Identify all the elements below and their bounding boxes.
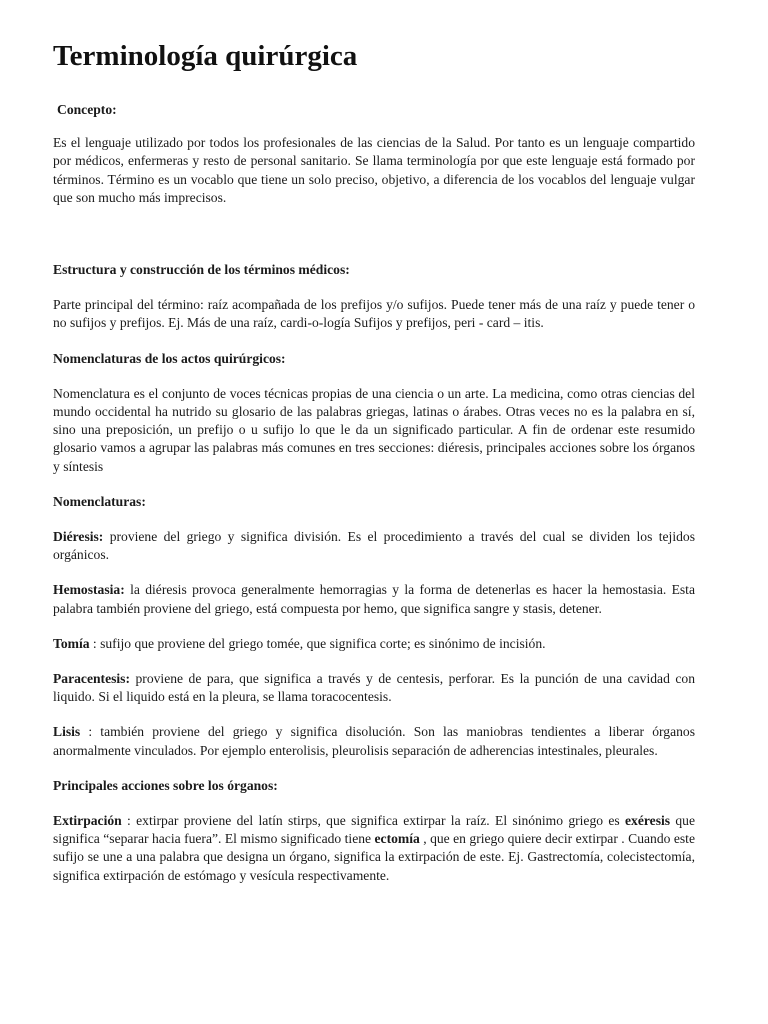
term-label: Hemostasia:	[53, 582, 125, 598]
page-title: Terminología quirúrgica	[53, 40, 358, 72]
spacer	[53, 224, 695, 261]
estructura-heading: Estructura y construcción de los términos médicos:	[53, 262, 350, 278]
term-definition: proviene del griego y significa división. Es el procedimiento a través del cual se dividen los tejidos orgánicos.	[53, 529, 695, 563]
term-definition: proviene de para, que significa a través y de centesis, perforar. Es la punción de una cavidad con liquido. Si el liquido está en la pleura, se llama toracocentesis.	[53, 671, 695, 705]
term-definition: : sufijo que proviene del griego tomée, que significa corte; es sinónimo de incisión.	[89, 635, 546, 651]
document-page	[53, 38, 695, 902]
term-hemostasia	[53, 581, 695, 617]
term-label: Extirpación	[53, 813, 122, 829]
term-extirpacion	[53, 812, 695, 885]
term-lisis	[53, 723, 695, 759]
term-definition: : también proviene del griego y significa disolución. Son las maniobras tendientes a liberar órganos anormalmente vinculados. Por ejemplo enterolisis, pleurolisis separación de adherencias intestinales, pleurales.	[53, 724, 695, 758]
nomenclaturas-actos-heading: Nomenclaturas de los actos quirúrgicos:	[53, 350, 286, 366]
term-paracentesis	[53, 670, 695, 706]
term-label-exeresis: exéresis	[625, 813, 671, 829]
nomenclaturas-heading: Nomenclaturas:	[53, 493, 146, 509]
estructura-paragraph: Parte principal del término: raíz acompañada de los prefijos y/o sufijos. Puede tener más de una raíz y puede tener o no sufijos y prefijos. Ej. Más de una raíz, cardi-o-logía Sufijos y prefijos, peri - card – itis.	[53, 297, 695, 331]
concepto-label: Concepto:	[57, 102, 117, 117]
term-definition: que significa “separar hacia fuera”. El mismo significado tiene	[53, 813, 696, 847]
term-label: Diéresis:	[53, 529, 104, 545]
term-definition: , que en griego quiere decir extirpar . Cuando este sufijo se une a una palabra que designa un órgano, significa la extirpación de este. Ej. Gastrectomía, colecistectomía, significa extirpación de estómago y vesícula respectivamente.	[53, 831, 695, 883]
concepto-paragraph: Es el lenguaje utilizado por todos los profesionales de las ciencias de la Salud. Por tanto es un lenguaje compartido por médicos, enfermeras y resto de personal sanitario. Se llama terminología por que este lenguaje está formado por términos. Término es un vocablo que tiene un solo preciso, objetivo, a diferencia de los vocablos del lenguaje vulgar que son mucho más imprecisos.	[53, 135, 695, 205]
term-label: Paracentesis:	[53, 671, 131, 687]
term-dieresis	[53, 528, 695, 564]
term-label-ectomia: ectomía	[374, 831, 420, 847]
nomenclaturas-actos-paragraph: Nomenclatura es el conjunto de voces técnicas propias de una ciencia o un arte. La medicina, como otras ciencias del mundo occidental ha nutrido su glosario de las palabras griegas, latinas o árabes. Otras veces no es la palabra en sí, sino una preposición, un prefijo o u sufijo lo que le da un significado particular. A fin de ordenar este resumido glosario vamos a agrupar las palabras más comunes en tres secciones: diéresis, principales acciones sobre los órganos y síntesis	[53, 385, 695, 474]
term-label: Tomía	[53, 635, 90, 651]
term-tomia	[53, 635, 695, 653]
acciones-heading: Principales acciones sobre los órganos:	[53, 777, 278, 793]
term-definition: la diéresis provoca generalmente hemorragias y la forma de detenerlas es hacer la hemostasia. Esta palabra también proviene del griego, está compuesta por hemo, que significa sangre y stasis, detener.	[53, 582, 695, 616]
term-definition: : extirpar proviene del latín stirps, que significa extirpar la raíz. El sinónimo griego es	[121, 813, 626, 829]
term-label: Lisis	[53, 724, 81, 740]
